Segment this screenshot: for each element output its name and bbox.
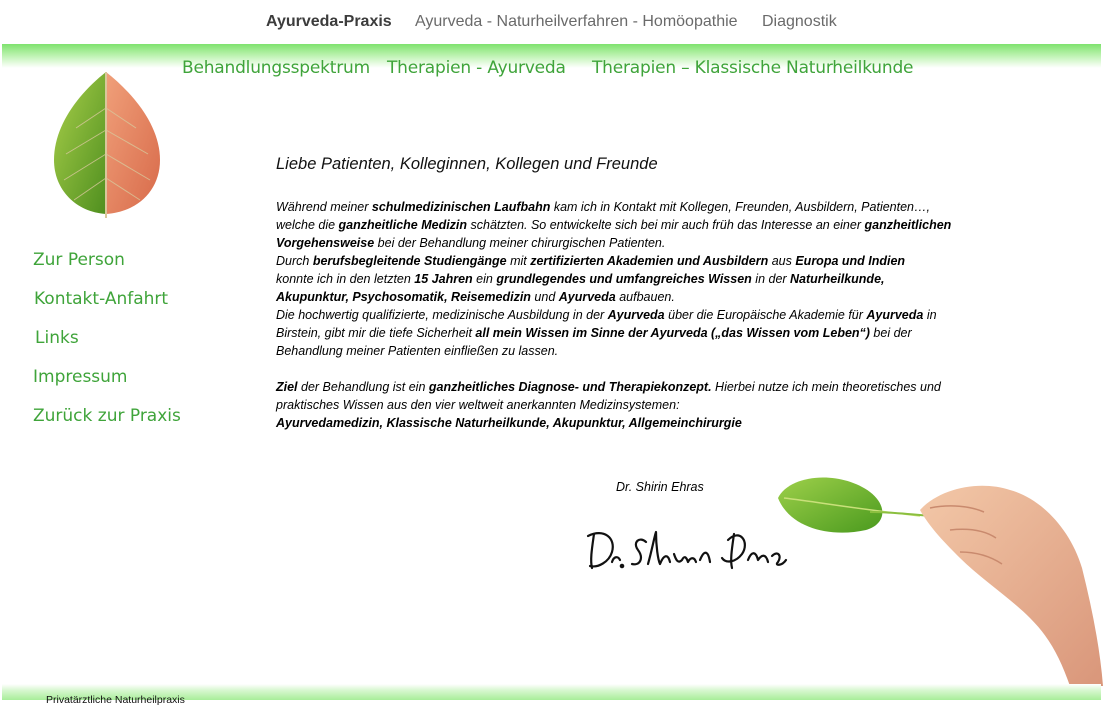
emphasis: grundlegendes und umfangreiches Wissen — [496, 272, 752, 286]
emphasis: Ayurveda — [607, 308, 665, 322]
text: welche die — [276, 218, 339, 232]
text: in Birstein, gibt mir die tiefe Sicherheit — [276, 308, 937, 340]
emphasis: Ziel — [276, 380, 298, 394]
subnav-item-therapien-naturheilkunde[interactable]: Therapien – Klassische Naturheilkunde — [592, 58, 914, 78]
text: Durch — [276, 254, 313, 268]
topnav-item-diagnostik[interactable]: Diagnostik — [762, 13, 837, 30]
goal-paragraph — [276, 378, 956, 432]
text: mit — [506, 254, 531, 268]
text: Während meiner — [276, 200, 372, 214]
emphasis: all mein Wissen im Sinne der Ayurveda („das Wissen vom Leben“) — [475, 326, 870, 340]
emphasis: 15 Jahren — [414, 272, 473, 286]
emphasis: zertifizierten Akademien und Ausbildern — [530, 254, 769, 268]
sidenav-item-impressum[interactable]: Impressum — [33, 367, 128, 387]
text: Die hochwertig qualifizierte, medizinische Ausbildung in der — [276, 308, 608, 322]
text: konnte ich in den letzten — [276, 272, 415, 286]
emphasis: ganzheitliches Diagnose- und Therapiekonzept. — [428, 380, 712, 394]
subnav-item-therapien-ayurveda[interactable]: Therapien - Ayurveda — [387, 58, 566, 78]
top-navigation — [0, 0, 1103, 44]
text: bei der Behandlung meiner Patienten einfließen zu lassen. — [276, 326, 912, 358]
text: der Behandlung ist ein — [297, 380, 429, 394]
sidenav-item-zur-person[interactable]: Zur Person — [33, 250, 125, 270]
topnav-item-naturheilverfahren[interactable]: Ayurveda - Naturheilverfahren - Homöopathie — [415, 13, 738, 30]
emphasis: berufsbegleitende Studiengänge — [312, 254, 507, 268]
text: bei der Behandlung meiner chirurgischen Patienten. — [374, 236, 666, 250]
text: aus — [768, 254, 796, 268]
emphasis: Naturheilkunde, Akupunktur, Psychosomatik, Reisemedizin — [276, 272, 885, 304]
signature-name: Dr. Shirin Ehras — [616, 480, 704, 494]
emphasis: Ayurvedamedizin, Klassische Naturheilkunde, Akupunktur, Allgemeinchirurgie — [276, 416, 742, 430]
emphasis: Ayurveda — [866, 308, 924, 322]
text: über die Europäische Akademie für — [664, 308, 867, 322]
leaf-logo-icon — [48, 68, 166, 220]
main-text — [276, 198, 956, 432]
emphasis: schulmedizinischen Laufbahn — [371, 200, 551, 214]
sidenav-item-zurueck-zur-praxis[interactable]: Zurück zur Praxis — [33, 406, 181, 426]
emphasis: ganzheitliche Medizin — [338, 218, 468, 232]
page-heading: Liebe Patienten, Kolleginnen, Kollegen und Freunde — [276, 155, 658, 173]
subnav-item-behandlungsspektrum[interactable]: Behandlungsspektrum — [182, 58, 370, 78]
text: und — [530, 290, 559, 304]
text: schätzten. So entwickelte sich bei mir auch früh das Interesse an einer — [467, 218, 865, 232]
hand-holding-leaf-image — [770, 468, 1103, 686]
handwritten-signature — [582, 520, 794, 582]
text: ein — [472, 272, 497, 286]
text: kam ich in Kontakt mit Kollegen, Freunden, Ausbildern, Patienten…, — [550, 200, 930, 214]
emphasis: Europa und Indien — [795, 254, 906, 268]
text: in der — [751, 272, 791, 286]
intro-paragraph — [276, 198, 956, 360]
emphasis: ganzheitlichen Vorgehensweise — [276, 218, 952, 250]
emphasis: Ayurveda — [558, 290, 616, 304]
sidenav-item-links[interactable]: Links — [35, 328, 79, 348]
topnav-item-ayurveda-praxis[interactable]: Ayurveda-Praxis — [266, 13, 392, 30]
text: Hierbei nutze ich mein theoretisches und praktisches Wissen aus den vier weltweit anerkannten Medizinsystemen: — [276, 380, 941, 412]
footer-left-text: Privatärztliche Naturheilpraxis — [46, 694, 185, 706]
sidenav-item-kontakt-anfahrt[interactable]: Kontakt-Anfahrt — [34, 289, 169, 309]
text: aufbauen. — [615, 290, 675, 304]
